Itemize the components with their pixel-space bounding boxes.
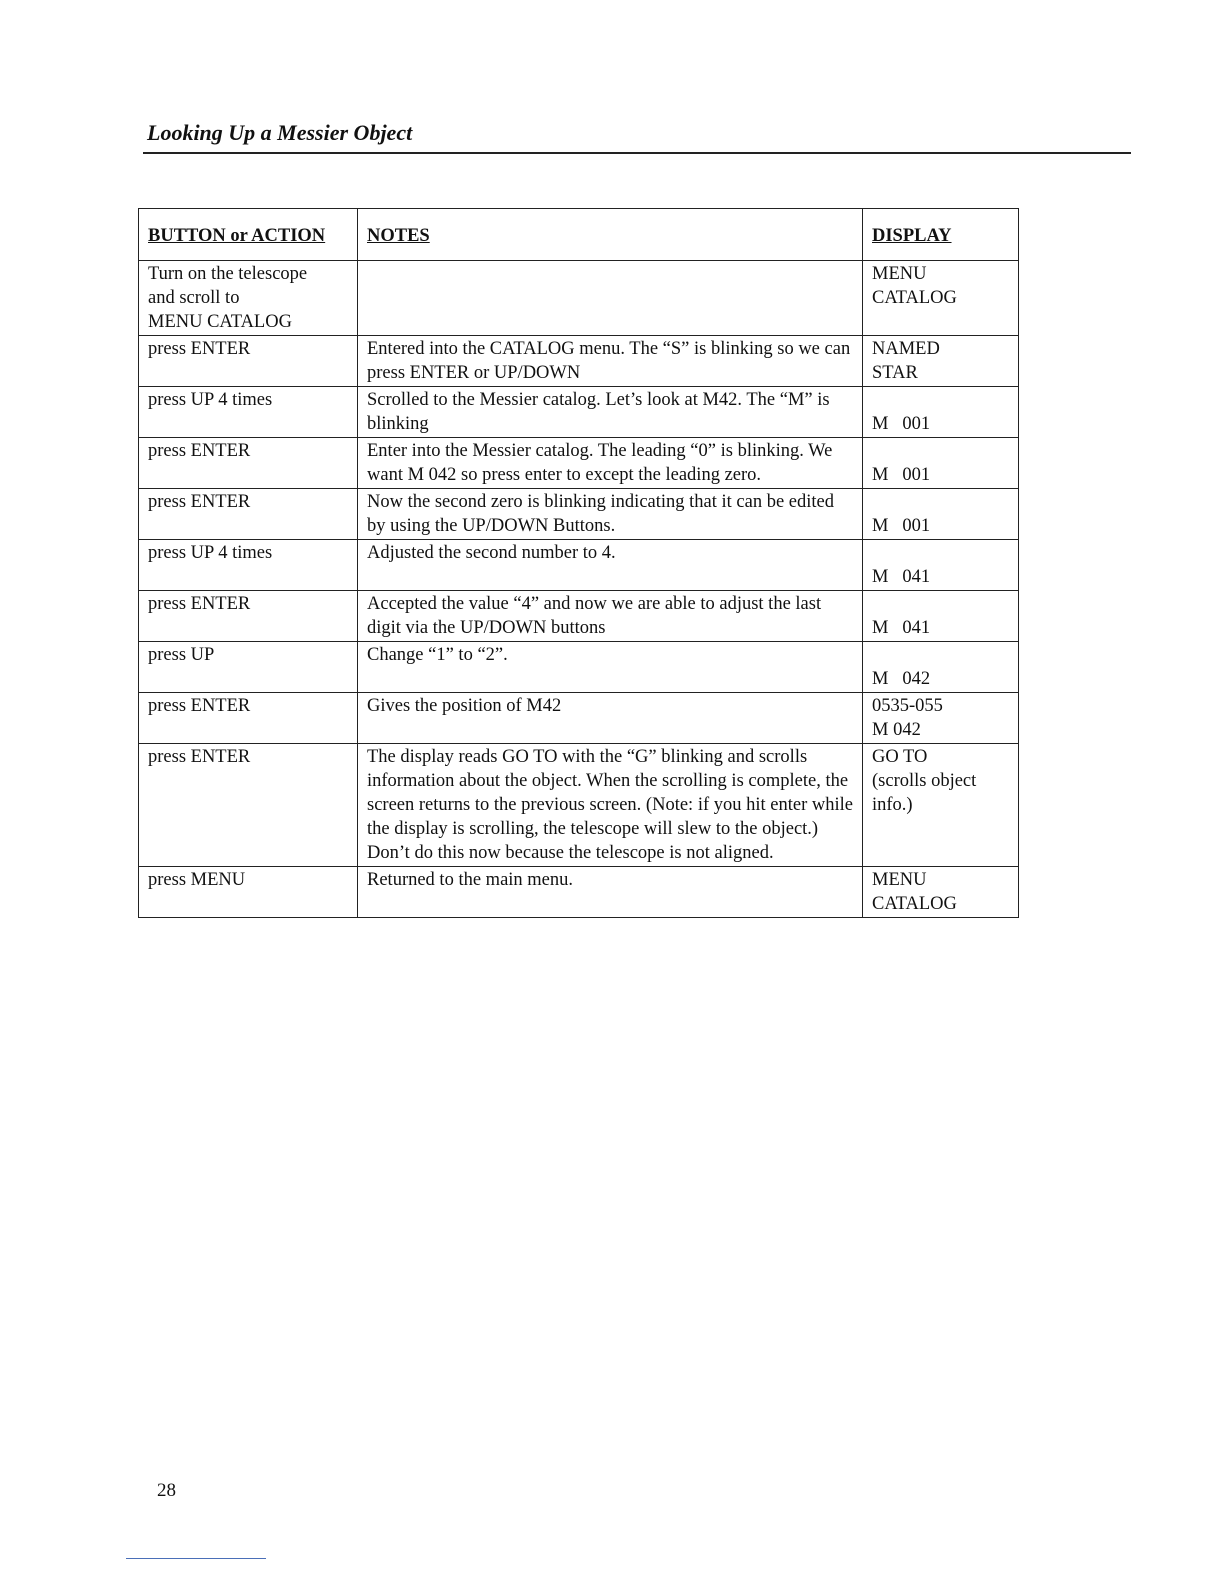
- action-cell: press ENTER: [139, 744, 358, 867]
- action-cell: press ENTER: [139, 438, 358, 489]
- action-cell: press UP: [139, 642, 358, 693]
- notes-cell: Returned to the main menu.: [358, 867, 863, 918]
- display-cell: [863, 261, 1019, 336]
- display-cell: [863, 336, 1019, 387]
- column-header-display: DISPLAY: [863, 209, 1019, 261]
- table-row: [139, 489, 1019, 540]
- display-value: M 042: [872, 669, 931, 689]
- notes-cell: Accepted the value “4” and now we are able to adjust the last digit via the UP/DOWN buttons: [358, 591, 863, 642]
- display-cell: [863, 387, 1019, 438]
- action-cell: press ENTER: [139, 591, 358, 642]
- display-value: M 001: [872, 414, 931, 434]
- table-row: [139, 261, 1019, 336]
- display-cell: [863, 489, 1019, 540]
- notes-cell: Entered into the CATALOG menu. The “S” is blinking so we can press ENTER or UP/DOWN: [358, 336, 863, 387]
- action-cell: press MENU: [139, 867, 358, 918]
- display-cell: [863, 867, 1019, 918]
- steps-table: [138, 208, 1019, 918]
- action-cell: press ENTER: [139, 693, 358, 744]
- column-header-notes: NOTES: [358, 209, 863, 261]
- display-cell: [863, 744, 1019, 867]
- notes-cell: [358, 261, 863, 336]
- table-row: [139, 336, 1019, 387]
- action-cell: press UP 4 times: [139, 540, 358, 591]
- page-number: 28: [157, 1480, 176, 1501]
- table-row: [139, 867, 1019, 918]
- notes-cell: Change “1” to “2”.: [358, 642, 863, 693]
- display-text: GO TO (scrolls object info.): [872, 747, 977, 815]
- notes-cell: Enter into the Messier catalog. The leading “0” is blinking. We want M 042 so press enter to except the leading zero.: [358, 438, 863, 489]
- footer-rule: [126, 1558, 266, 1559]
- display-cell: [863, 438, 1019, 489]
- action-cell: Turn on the telescope and scroll to MENU CATALOG: [139, 261, 358, 336]
- column-header-action: BUTTON or ACTION: [139, 209, 358, 261]
- display-text: 0535-055 M 042: [872, 696, 943, 740]
- display-cell: [863, 591, 1019, 642]
- display-text: MENU CATALOG: [872, 264, 957, 308]
- display-value: M 001: [872, 465, 931, 485]
- action-cell: press ENTER: [139, 336, 358, 387]
- notes-cell: Now the second zero is blinking indicating that it can be edited by using the UP/DOWN Buttons.: [358, 489, 863, 540]
- display-value: M 041: [872, 618, 931, 638]
- action-cell: press ENTER: [139, 489, 358, 540]
- display-cell: [863, 540, 1019, 591]
- display-cell: [863, 642, 1019, 693]
- table-row: [139, 693, 1019, 744]
- table-row: [139, 438, 1019, 489]
- notes-cell: Scrolled to the Messier catalog. Let’s look at M42. The “M” is blinking: [358, 387, 863, 438]
- table-row: [139, 744, 1019, 867]
- page-title: Looking Up a Messier Object: [147, 120, 413, 145]
- notes-cell: The display reads GO TO with the “G” blinking and scrolls information about the object. When the scrolling is complete, the screen returns to the previous screen. (Note: if you hit enter while the display is scrolling, the telescope will slew to the object.) Don’t do this now because the telescope is not aligned.: [358, 744, 863, 867]
- title-rule: [143, 152, 1131, 154]
- action-cell: press UP 4 times: [139, 387, 358, 438]
- display-cell: [863, 693, 1019, 744]
- display-value: M 001: [872, 516, 931, 536]
- display-text: MENU CATALOG: [872, 870, 957, 914]
- table-row: [139, 591, 1019, 642]
- table-row: [139, 540, 1019, 591]
- table-row: [139, 387, 1019, 438]
- display-text: NAMED STAR: [872, 339, 940, 383]
- display-value: M 041: [872, 567, 931, 587]
- table-row: [139, 642, 1019, 693]
- table-header-row: [139, 209, 1019, 261]
- notes-cell: Gives the position of M42: [358, 693, 863, 744]
- notes-cell: Adjusted the second number to 4.: [358, 540, 863, 591]
